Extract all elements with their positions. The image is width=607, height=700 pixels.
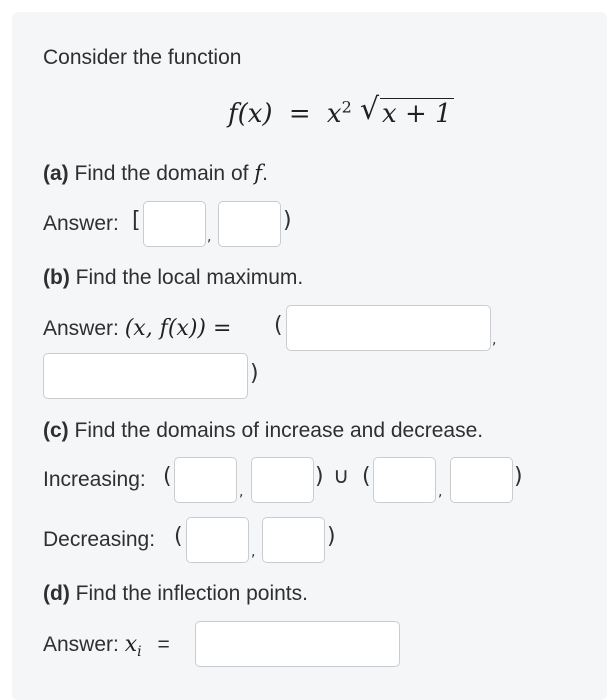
- dec-open-paren: (: [174, 524, 183, 549]
- inc2-comma: ,: [438, 484, 443, 500]
- part-a-open-bracket: [: [132, 208, 141, 233]
- part-c-prompt: [43, 420, 483, 441]
- local-max-x-input[interactable]: [286, 305, 491, 351]
- part-c-letter: (c): [43, 419, 69, 442]
- part-d-letter: (d): [43, 582, 70, 605]
- part-b-math: (x, f(x)) =: [124, 316, 232, 341]
- formula-radicand: x + 1: [382, 99, 452, 129]
- part-a-comma: ,: [207, 229, 212, 245]
- increasing-interval-2-lower-input[interactable]: [373, 457, 436, 503]
- part-a-answer-label: Answer:: [43, 212, 119, 235]
- part-a-period: .: [262, 162, 268, 185]
- part-a-prompt: [43, 163, 268, 184]
- part-b-comma: ,: [492, 332, 497, 348]
- part-d-text: Find the inflection points.: [75, 582, 308, 605]
- part-d-prompt: [43, 583, 308, 604]
- part-b-answer-line: [43, 318, 231, 340]
- part-c-text: Find the domains of increase and decrease.: [74, 419, 484, 442]
- radical-sign: √: [360, 92, 380, 127]
- local-max-y-input[interactable]: [43, 353, 248, 399]
- part-d-math-var: x: [124, 632, 138, 657]
- part-d-answer-line: [43, 634, 170, 659]
- formula-sqrt: [360, 92, 454, 129]
- decreasing-upper-input[interactable]: [262, 517, 325, 563]
- inc1-close-paren: ): [315, 464, 324, 489]
- function-formula: [228, 92, 454, 129]
- part-b-open-paren: (: [274, 313, 283, 338]
- inc1-open-paren: (: [163, 464, 172, 489]
- inc1-comma: ,: [239, 484, 244, 500]
- increasing-label: Increasing:: [43, 468, 146, 491]
- part-b-text: Find the local maximum.: [75, 266, 304, 289]
- part-a-letter: (a): [43, 162, 69, 185]
- formula-exponent: 2: [341, 97, 352, 117]
- decreasing-label: Decreasing:: [43, 528, 156, 551]
- part-a-text: Find the domain of: [74, 162, 249, 185]
- domain-lower-input[interactable]: [143, 201, 206, 247]
- part-a-math: f: [254, 161, 263, 185]
- inc2-open-paren: (: [362, 464, 371, 489]
- intro-text: Consider the function: [43, 46, 242, 69]
- part-b-answer-label: Answer:: [43, 317, 119, 340]
- increasing-interval-2-upper-input[interactable]: [450, 457, 513, 503]
- increasing-interval-1-lower-input[interactable]: [174, 457, 237, 503]
- domain-upper-input[interactable]: [218, 201, 281, 247]
- inc2-close-paren: ): [514, 464, 523, 489]
- part-b-close-paren: ): [250, 361, 259, 386]
- dec-close-paren: ): [327, 524, 336, 549]
- decreasing-lower-input[interactable]: [186, 517, 249, 563]
- part-d-equals: =: [157, 633, 170, 656]
- part-a-close-paren: ): [283, 208, 292, 233]
- part-d-answer-label: Answer:: [43, 633, 119, 656]
- part-d-math-sub: i: [137, 644, 142, 661]
- part-b-letter: (b): [43, 266, 70, 289]
- formula-lhs: f(x): [228, 99, 273, 129]
- formula-equals: =: [288, 99, 311, 129]
- dec-comma: ,: [251, 544, 256, 560]
- formula-x: x: [326, 99, 342, 129]
- part-b-prompt: [43, 267, 303, 288]
- increasing-interval-1-upper-input[interactable]: [251, 457, 314, 503]
- union-symbol: ∪: [333, 464, 350, 489]
- inflection-point-input[interactable]: [195, 621, 400, 667]
